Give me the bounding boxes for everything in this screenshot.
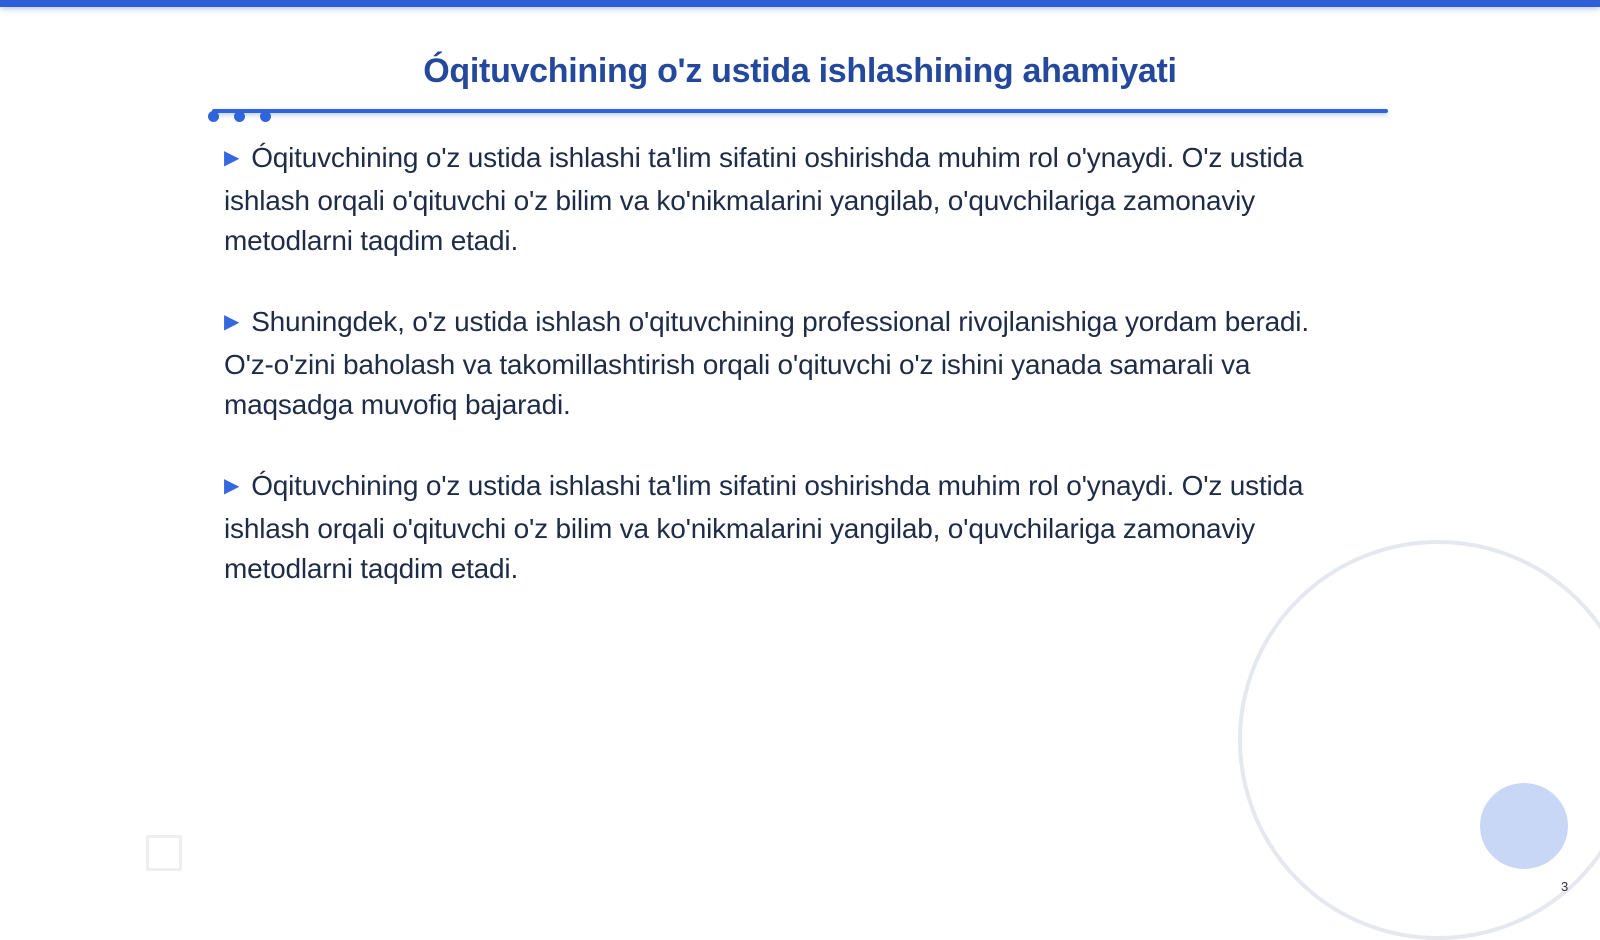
decorative-circle	[1480, 783, 1568, 869]
bullet-paragraph-1	[224, 138, 1354, 261]
underline-dot-2	[234, 111, 245, 122]
title-underline	[212, 109, 1388, 113]
slide-title: Óqituvchining o'z ustida ishlashining ahamiyati	[423, 52, 1177, 90]
decorative-square	[146, 835, 182, 871]
triangle-bullet-icon: ▶	[224, 311, 240, 333]
underline-dot-3	[260, 111, 271, 122]
paragraph-text: Óqituvchining o'z ustida ishlashi ta'lim sifatini oshirishda muhim rol o'ynaydi. O'z ustida ishlash orqali o'qituvchi o'z bilim va ko'nikmalarini yangilab, o'quvchilariga zamonaviy metodlarni taqdim etadi.	[224, 470, 1304, 584]
page-number: 3	[1561, 879, 1569, 894]
bullet-paragraph-3	[224, 466, 1354, 589]
paragraph-text: Óqituvchining o'z ustida ishlashi ta'lim sifatini oshirishda muhim rol o'ynaydi. O'z ustida ishlash orqali o'qituvchi o'z bilim va ko'nikmalarini yangilab, o'quvchilariga zamonaviy metodlarni taqdim etadi.	[224, 142, 1304, 256]
slide-body	[224, 138, 1354, 630]
triangle-bullet-icon: ▶	[224, 475, 240, 497]
paragraph-text: Shuningdek, o'z ustida ishlash o'qituvchining professional rivojlanishiga yordam beradi. O'z-o'zini baholash va takomillashtirish orqali o'qituvchi o'z ishini yanada samarali va maqsadga muvofiq bajaradi.	[224, 306, 1309, 420]
bullet-paragraph-2	[224, 302, 1354, 425]
underline-dot-1	[208, 111, 219, 122]
triangle-bullet-icon: ▶	[224, 147, 240, 169]
top-accent-bar	[0, 0, 1600, 7]
